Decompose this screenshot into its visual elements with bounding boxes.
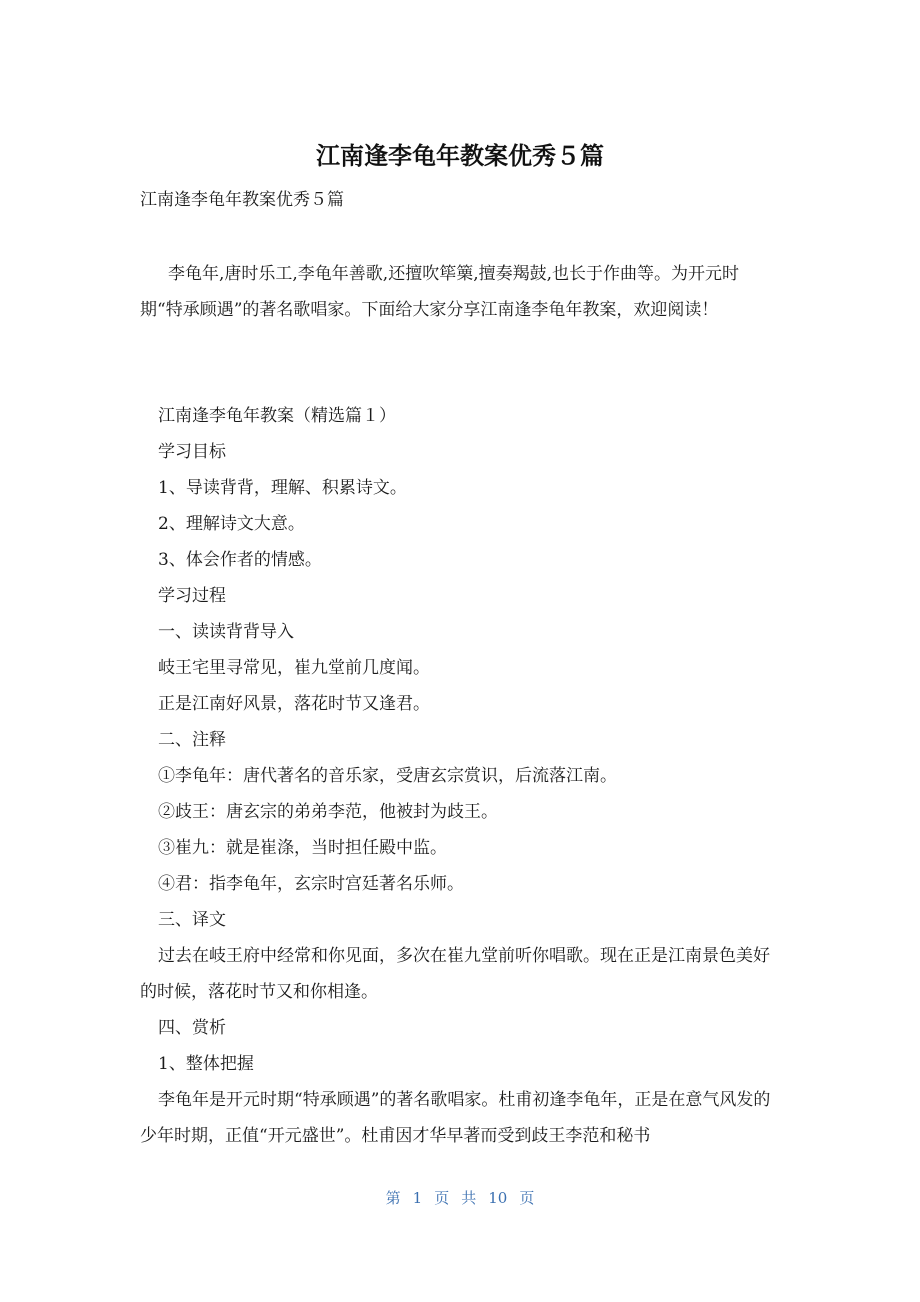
translation-paragraph: 过去在岐王府中经常和你见面，多次在崔九堂前听你唱歌。现在正是江南景色美好的时候，落花时节又和你相逢。 <box>140 946 770 1002</box>
page-footer <box>0 1184 920 1212</box>
analysis-paragraph: 李龟年是开元时期“特承顾遇”的著名歌唱家。杜甫初逢李龟年，正是在意气风发的少年时期，正值“开元盛世”。杜甫因才华早著而受到歧王李范和秘书 <box>140 1090 771 1146</box>
total-unit: 页 <box>519 1189 535 1207</box>
annotation-item: ①李龟年：唐代著名的音乐家，受唐玄宗赏识，后流落江南。 <box>158 766 617 786</box>
annotation-item: ④君：指李龟年，玄宗时宫廷著名乐师。 <box>158 874 464 894</box>
section-heading: 学习过程 <box>158 586 226 606</box>
section-heading: 1、整体把握 <box>158 1054 254 1074</box>
document-title: 江南逢李龟年教案优秀５篇 <box>316 142 604 170</box>
total-pages: 10 <box>488 1189 508 1207</box>
poem-line: 正是江南好风景，落花时节又逢君。 <box>158 694 430 714</box>
section-heading: 学习目标 <box>158 442 226 462</box>
list-item: 3、体会作者的情感。 <box>158 550 322 570</box>
intro-paragraph: 李龟年,唐时乐工,李龟年善歌,还擅吹筚篥,擅奏羯鼓,也长于作曲等。为开元时期“特承顾遇”的著名歌唱家。下面给大家分享江南逢李龟年教案，欢迎阅读！ <box>140 264 740 320</box>
annotation-item: ③崔九：就是崔涤，当时担任殿中监。 <box>158 838 447 858</box>
page-label: 第 <box>385 1189 401 1207</box>
page-unit: 页 <box>434 1189 450 1207</box>
page-number: 1 <box>412 1189 423 1207</box>
section-heading: 四、赏析 <box>158 1018 226 1038</box>
section-heading: 江南逢李龟年教案（精选篇１） <box>158 406 396 426</box>
annotation-item: ②歧王：唐玄宗的弟弟李范，他被封为歧王。 <box>158 802 498 822</box>
total-label: 共 <box>461 1189 477 1207</box>
list-item: 1、导读背背，理解、积累诗文。 <box>158 478 407 498</box>
document-subtitle: 江南逢李龟年教案优秀５篇 <box>140 190 344 210</box>
section-heading: 二、注释 <box>158 730 226 750</box>
poem-line: 岐王宅里寻常见，崔九堂前几度闻。 <box>158 658 430 678</box>
document-body <box>140 398 780 1154</box>
section-heading: 一、读读背背导入 <box>158 622 294 642</box>
list-item: 2、理解诗文大意。 <box>158 514 305 534</box>
section-heading: 三、译文 <box>158 910 226 930</box>
